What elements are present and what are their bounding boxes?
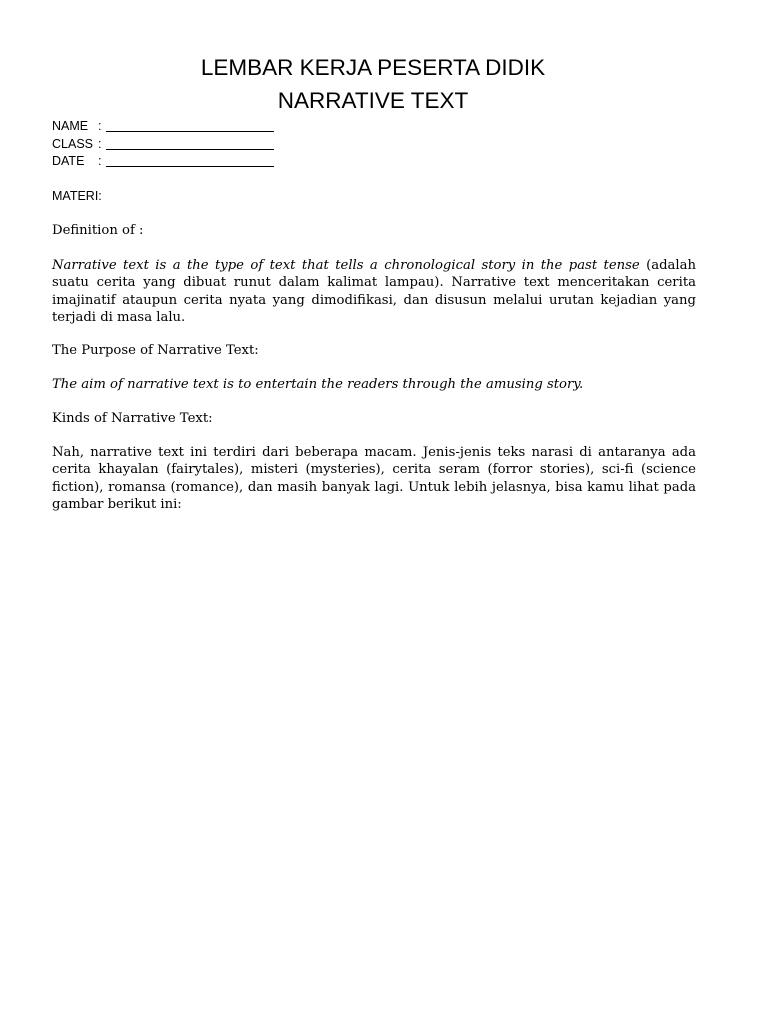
- purpose-paragraph: [52, 376, 696, 393]
- date-colon: :: [98, 154, 102, 168]
- materi-label: MATERI:: [52, 189, 102, 203]
- name-field: [52, 118, 274, 136]
- worksheet-title: LEMBAR KERJA PESERTA DIDIK: [200, 55, 546, 80]
- class-blank-line[interactable]: [106, 136, 274, 150]
- purpose-italic-text: The aim of narrative text is to entertain the readers through the amusing story.: [52, 377, 584, 392]
- class-field: [52, 136, 274, 154]
- kinds-paragraph: Nah, narrative text ini terdiri dari beberapa macam. Jenis-jenis teks narasi di antaranya ada cerita khayalan (fairytales), misteri (mysteries), cerita seram (forror stories), sci-fi (science fiction), romansa (romance), dan masih banyak lagi. Untuk lebih jelasnya, bisa kamu lihat pada gambar berikut ini:: [52, 445, 696, 512]
- definition-italic-text: Narrative text is a the type of text that tells a chronological story in the past tense: [52, 258, 640, 273]
- student-info-fields: [52, 118, 274, 171]
- date-field: [52, 153, 274, 171]
- purpose-heading: The Purpose of Narrative Text:: [52, 343, 259, 358]
- class-colon: :: [98, 136, 102, 151]
- class-label: CLASS: [52, 136, 93, 151]
- definition-heading: Definition of :: [52, 223, 144, 238]
- name-label: NAME: [52, 119, 89, 133]
- date-blank-line[interactable]: [106, 153, 274, 167]
- definition-paragraph: [52, 257, 696, 326]
- name-blank-line[interactable]: [106, 118, 274, 132]
- definition-translation-text: (adalah suatu cerita yang dibuat runut dalam kalimat lampau). Narrative text menceritakan cerita imajinatif ataupun cerita nyata yang dimodifikasi, dan disusun melalui urutan kejadian yang terjadi di masa lalu.: [52, 258, 696, 325]
- name-colon: :: [98, 119, 102, 133]
- date-label: DATE: [52, 154, 85, 168]
- kinds-heading: Kinds of Narrative Text:: [52, 411, 213, 426]
- worksheet-subtitle: NARRATIVE TEXT: [277, 88, 469, 113]
